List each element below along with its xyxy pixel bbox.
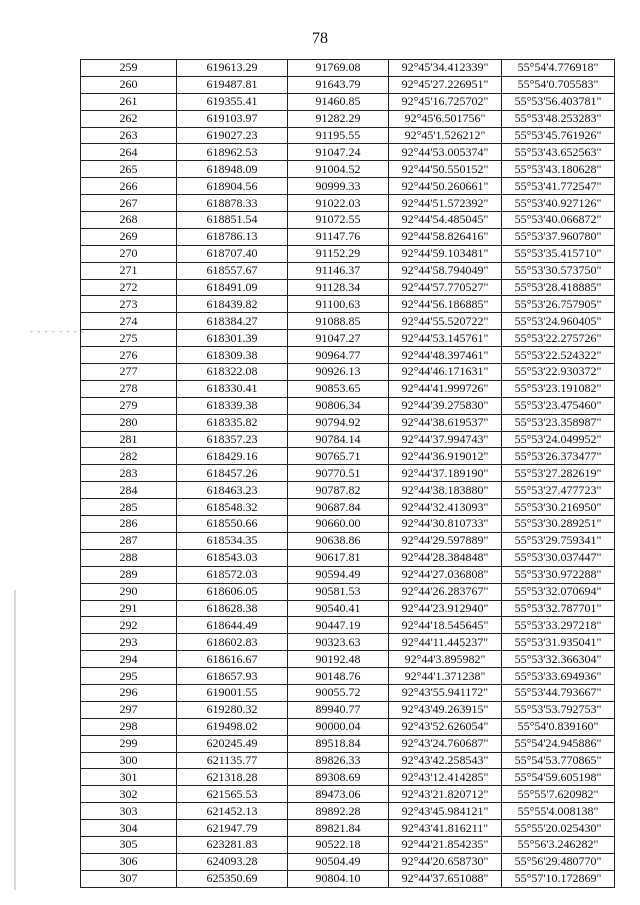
point-number-cell: 300 bbox=[81, 752, 177, 769]
latitude-cell: 55°53'30.972288" bbox=[502, 566, 615, 583]
x-coordinate-cell: 618384.27 bbox=[177, 313, 288, 330]
latitude-cell: 55°53'22.275726" bbox=[502, 330, 615, 347]
y-coordinate-cell: 90000.04 bbox=[288, 718, 389, 735]
point-number-cell: 262 bbox=[81, 110, 177, 127]
x-coordinate-cell: 618644.49 bbox=[177, 617, 288, 634]
point-number-cell: 272 bbox=[81, 279, 177, 296]
y-coordinate-cell: 89821.84 bbox=[288, 820, 389, 837]
x-coordinate-cell: 619027.23 bbox=[177, 127, 288, 144]
longitude-cell: 92°43'42.258543" bbox=[389, 752, 502, 769]
point-number-cell: 306 bbox=[81, 853, 177, 870]
x-coordinate-cell: 624093.28 bbox=[177, 853, 288, 870]
table-row bbox=[81, 769, 615, 786]
y-coordinate-cell: 91152.29 bbox=[288, 245, 389, 262]
y-coordinate-cell: 90522.18 bbox=[288, 836, 389, 853]
longitude-cell: 92°44'28.384848" bbox=[389, 549, 502, 566]
latitude-cell: 55°53'44.793667" bbox=[502, 684, 615, 701]
table-row bbox=[81, 431, 615, 448]
y-coordinate-cell: 91769.08 bbox=[288, 60, 389, 77]
point-number-cell: 270 bbox=[81, 245, 177, 262]
y-coordinate-cell: 90765.71 bbox=[288, 448, 389, 465]
latitude-cell: 55°53'37.960780" bbox=[502, 228, 615, 245]
y-coordinate-cell: 90540.41 bbox=[288, 600, 389, 617]
y-coordinate-cell: 91146.37 bbox=[288, 262, 389, 279]
table-row bbox=[81, 212, 615, 229]
y-coordinate-cell: 90804.10 bbox=[288, 870, 389, 887]
y-coordinate-cell: 90999.33 bbox=[288, 178, 389, 195]
y-coordinate-cell: 90794.92 bbox=[288, 414, 389, 431]
longitude-cell: 92°44'1.371238" bbox=[389, 668, 502, 685]
point-number-cell: 261 bbox=[81, 93, 177, 110]
point-number-cell: 297 bbox=[81, 701, 177, 718]
table-row bbox=[81, 313, 615, 330]
longitude-cell: 92°44'58.826416" bbox=[389, 228, 502, 245]
y-coordinate-cell: 90447.19 bbox=[288, 617, 389, 634]
longitude-cell: 92°45'34.412339" bbox=[389, 60, 502, 77]
table-row bbox=[81, 245, 615, 262]
longitude-cell: 92°44'51.572392" bbox=[389, 195, 502, 212]
latitude-cell: 55°53'26.373477" bbox=[502, 448, 615, 465]
latitude-cell: 55°53'43.180628" bbox=[502, 161, 615, 178]
point-number-cell: 286 bbox=[81, 516, 177, 533]
y-coordinate-cell: 90055.72 bbox=[288, 684, 389, 701]
point-number-cell: 269 bbox=[81, 228, 177, 245]
longitude-cell: 92°44'27.036808" bbox=[389, 566, 502, 583]
longitude-cell: 92°44'18.545645" bbox=[389, 617, 502, 634]
latitude-cell: 55°55'4.008138" bbox=[502, 803, 615, 820]
table-row bbox=[81, 668, 615, 685]
longitude-cell: 92°44'50.260661" bbox=[389, 178, 502, 195]
y-coordinate-cell: 91195.55 bbox=[288, 127, 389, 144]
point-number-cell: 268 bbox=[81, 212, 177, 229]
x-coordinate-cell: 619487.81 bbox=[177, 76, 288, 93]
x-coordinate-cell: 623281.83 bbox=[177, 836, 288, 853]
latitude-cell: 55°53'35.415710" bbox=[502, 245, 615, 262]
latitude-cell: 55°53'33.297218" bbox=[502, 617, 615, 634]
table-row bbox=[81, 380, 615, 397]
point-number-cell: 274 bbox=[81, 313, 177, 330]
x-coordinate-cell: 618851.54 bbox=[177, 212, 288, 229]
y-coordinate-cell: 89892.28 bbox=[288, 803, 389, 820]
y-coordinate-cell: 91088.85 bbox=[288, 313, 389, 330]
table-row bbox=[81, 820, 615, 837]
table-row bbox=[81, 482, 615, 499]
table-row bbox=[81, 110, 615, 127]
point-number-cell: 271 bbox=[81, 262, 177, 279]
x-coordinate-cell: 619498.02 bbox=[177, 718, 288, 735]
table-row bbox=[81, 499, 615, 516]
point-number-cell: 294 bbox=[81, 651, 177, 668]
latitude-cell: 55°54'53.770865" bbox=[502, 752, 615, 769]
latitude-cell: 55°53'22.930372" bbox=[502, 364, 615, 381]
latitude-cell: 55°56'29.480770" bbox=[502, 853, 615, 870]
x-coordinate-cell: 618301.39 bbox=[177, 330, 288, 347]
point-number-cell: 302 bbox=[81, 786, 177, 803]
table-row bbox=[81, 262, 615, 279]
latitude-cell: 55°54'24.945886" bbox=[502, 735, 615, 752]
table-row bbox=[81, 397, 615, 414]
latitude-cell: 55°53'28.418885" bbox=[502, 279, 615, 296]
x-coordinate-cell: 621565.53 bbox=[177, 786, 288, 803]
x-coordinate-cell: 618491.09 bbox=[177, 279, 288, 296]
longitude-cell: 92°44'39.275830" bbox=[389, 397, 502, 414]
y-coordinate-cell: 90784.14 bbox=[288, 431, 389, 448]
table-row bbox=[81, 786, 615, 803]
y-coordinate-cell: 89518.84 bbox=[288, 735, 389, 752]
table-row bbox=[81, 279, 615, 296]
latitude-cell: 55°53'27.477723" bbox=[502, 482, 615, 499]
x-coordinate-cell: 618550.66 bbox=[177, 516, 288, 533]
x-coordinate-cell: 618429.16 bbox=[177, 448, 288, 465]
longitude-cell: 92°44'37.651088" bbox=[389, 870, 502, 887]
y-coordinate-cell: 90964.77 bbox=[288, 347, 389, 364]
longitude-cell: 92°45'27.226951" bbox=[389, 76, 502, 93]
y-coordinate-cell: 90323.63 bbox=[288, 634, 389, 651]
y-coordinate-cell: 91460.85 bbox=[288, 93, 389, 110]
table-row bbox=[81, 836, 615, 853]
point-number-cell: 266 bbox=[81, 178, 177, 195]
x-coordinate-cell: 618534.35 bbox=[177, 532, 288, 549]
x-coordinate-cell: 618548.32 bbox=[177, 499, 288, 516]
point-number-cell: 301 bbox=[81, 769, 177, 786]
longitude-cell: 92°44'46.171631" bbox=[389, 364, 502, 381]
x-coordinate-cell: 625350.69 bbox=[177, 870, 288, 887]
table-row bbox=[81, 718, 615, 735]
latitude-cell: 55°54'59.605198" bbox=[502, 769, 615, 786]
x-coordinate-cell: 619103.97 bbox=[177, 110, 288, 127]
table-row bbox=[81, 76, 615, 93]
y-coordinate-cell: 89308.69 bbox=[288, 769, 389, 786]
point-number-cell: 289 bbox=[81, 566, 177, 583]
x-coordinate-cell: 618616.67 bbox=[177, 651, 288, 668]
y-coordinate-cell: 91282.29 bbox=[288, 110, 389, 127]
y-coordinate-cell: 91072.55 bbox=[288, 212, 389, 229]
longitude-cell: 92°44'38.183880" bbox=[389, 482, 502, 499]
longitude-cell: 92°44'29.597889" bbox=[389, 532, 502, 549]
x-coordinate-cell: 620245.49 bbox=[177, 735, 288, 752]
y-coordinate-cell: 90770.51 bbox=[288, 465, 389, 482]
latitude-cell: 55°56'3.246282" bbox=[502, 836, 615, 853]
latitude-cell: 55°53'53.792753" bbox=[502, 701, 615, 718]
x-coordinate-cell: 618878.33 bbox=[177, 195, 288, 212]
latitude-cell: 55°53'27.282619" bbox=[502, 465, 615, 482]
point-number-cell: 298 bbox=[81, 718, 177, 735]
x-coordinate-cell: 621947.79 bbox=[177, 820, 288, 837]
x-coordinate-cell: 618948.09 bbox=[177, 161, 288, 178]
latitude-cell: 55°53'32.070694" bbox=[502, 583, 615, 600]
longitude-cell: 92°44'57.770527" bbox=[389, 279, 502, 296]
point-number-cell: 259 bbox=[81, 60, 177, 77]
longitude-cell: 92°44'32.413093" bbox=[389, 499, 502, 516]
x-coordinate-cell: 618904.56 bbox=[177, 178, 288, 195]
x-coordinate-cell: 619613.29 bbox=[177, 60, 288, 77]
latitude-cell: 55°57'10.172869" bbox=[502, 870, 615, 887]
point-number-cell: 282 bbox=[81, 448, 177, 465]
longitude-cell: 92°44'55.520722" bbox=[389, 313, 502, 330]
latitude-cell: 55°53'29.759341" bbox=[502, 532, 615, 549]
table-row bbox=[81, 532, 615, 549]
x-coordinate-cell: 618628.38 bbox=[177, 600, 288, 617]
longitude-cell: 92°44'56.186885" bbox=[389, 296, 502, 313]
latitude-cell: 55°53'41.772547" bbox=[502, 178, 615, 195]
longitude-cell: 92°43'21.820712" bbox=[389, 786, 502, 803]
table-row bbox=[81, 60, 615, 77]
coordinates-table-body bbox=[81, 60, 615, 888]
longitude-cell: 92°43'55.941172" bbox=[389, 684, 502, 701]
x-coordinate-cell: 621135.77 bbox=[177, 752, 288, 769]
x-coordinate-cell: 618339.38 bbox=[177, 397, 288, 414]
longitude-cell: 92°44'21.854235" bbox=[389, 836, 502, 853]
latitude-cell: 55°53'32.366304" bbox=[502, 651, 615, 668]
x-coordinate-cell: 618543.03 bbox=[177, 549, 288, 566]
y-coordinate-cell: 90660.00 bbox=[288, 516, 389, 533]
point-number-cell: 296 bbox=[81, 684, 177, 701]
longitude-cell: 92°45'1.526212" bbox=[389, 127, 502, 144]
point-number-cell: 264 bbox=[81, 144, 177, 161]
longitude-cell: 92°43'12.414285" bbox=[389, 769, 502, 786]
y-coordinate-cell: 91100.63 bbox=[288, 296, 389, 313]
y-coordinate-cell: 90581.53 bbox=[288, 583, 389, 600]
latitude-cell: 55°54'4.776918" bbox=[502, 60, 615, 77]
latitude-cell: 55°54'0.705583" bbox=[502, 76, 615, 93]
x-coordinate-cell: 618309.38 bbox=[177, 347, 288, 364]
point-number-cell: 293 bbox=[81, 634, 177, 651]
latitude-cell: 55°53'56.403781" bbox=[502, 93, 615, 110]
y-coordinate-cell: 90638.86 bbox=[288, 532, 389, 549]
point-number-cell: 307 bbox=[81, 870, 177, 887]
latitude-cell: 55°54'0.839160" bbox=[502, 718, 615, 735]
latitude-cell: 55°53'30.216950" bbox=[502, 499, 615, 516]
x-coordinate-cell: 618557.67 bbox=[177, 262, 288, 279]
y-coordinate-cell: 90504.49 bbox=[288, 853, 389, 870]
table-row bbox=[81, 870, 615, 887]
longitude-cell: 92°44'41.999726" bbox=[389, 380, 502, 397]
x-coordinate-cell: 618962.53 bbox=[177, 144, 288, 161]
latitude-cell: 55°53'26.757905" bbox=[502, 296, 615, 313]
x-coordinate-cell: 621452.13 bbox=[177, 803, 288, 820]
point-number-cell: 295 bbox=[81, 668, 177, 685]
latitude-cell: 55°53'24.960405" bbox=[502, 313, 615, 330]
point-number-cell: 292 bbox=[81, 617, 177, 634]
table-row bbox=[81, 701, 615, 718]
table-row bbox=[81, 347, 615, 364]
table-row bbox=[81, 634, 615, 651]
longitude-cell: 92°44'48.397461" bbox=[389, 347, 502, 364]
longitude-cell: 92°44'50.550152" bbox=[389, 161, 502, 178]
point-number-cell: 291 bbox=[81, 600, 177, 617]
latitude-cell: 55°55'20.025430" bbox=[502, 820, 615, 837]
y-coordinate-cell: 91047.24 bbox=[288, 144, 389, 161]
longitude-cell: 92°44'37.994743" bbox=[389, 431, 502, 448]
y-coordinate-cell: 90787.82 bbox=[288, 482, 389, 499]
point-number-cell: 273 bbox=[81, 296, 177, 313]
point-number-cell: 275 bbox=[81, 330, 177, 347]
y-coordinate-cell: 89940.77 bbox=[288, 701, 389, 718]
point-number-cell: 267 bbox=[81, 195, 177, 212]
y-coordinate-cell: 91147.76 bbox=[288, 228, 389, 245]
longitude-cell: 92°44'53.005374" bbox=[389, 144, 502, 161]
longitude-cell: 92°44'58.794049" bbox=[389, 262, 502, 279]
latitude-cell: 55°53'23.191082" bbox=[502, 380, 615, 397]
table-row bbox=[81, 735, 615, 752]
point-number-cell: 265 bbox=[81, 161, 177, 178]
y-coordinate-cell: 90687.84 bbox=[288, 499, 389, 516]
table-row bbox=[81, 651, 615, 668]
point-number-cell: 299 bbox=[81, 735, 177, 752]
longitude-cell: 92°45'6.501756" bbox=[389, 110, 502, 127]
x-coordinate-cell: 618606.05 bbox=[177, 583, 288, 600]
x-coordinate-cell: 618335.82 bbox=[177, 414, 288, 431]
x-coordinate-cell: 619355.41 bbox=[177, 93, 288, 110]
table-row bbox=[81, 127, 615, 144]
table-row bbox=[81, 330, 615, 347]
longitude-cell: 92°44'36.919012" bbox=[389, 448, 502, 465]
table-row bbox=[81, 364, 615, 381]
point-number-cell: 260 bbox=[81, 76, 177, 93]
latitude-cell: 55°53'48.253283" bbox=[502, 110, 615, 127]
y-coordinate-cell: 91022.03 bbox=[288, 195, 389, 212]
x-coordinate-cell: 618572.03 bbox=[177, 566, 288, 583]
x-coordinate-cell: 621318.28 bbox=[177, 769, 288, 786]
latitude-cell: 55°53'40.066872" bbox=[502, 212, 615, 229]
longitude-cell: 92°44'26.283767" bbox=[389, 583, 502, 600]
x-coordinate-cell: 618457.26 bbox=[177, 465, 288, 482]
coordinates-table bbox=[80, 59, 615, 888]
page-number: 78 bbox=[312, 30, 328, 47]
longitude-cell: 92°43'45.984121" bbox=[389, 803, 502, 820]
point-number-cell: 287 bbox=[81, 532, 177, 549]
x-coordinate-cell: 618657.93 bbox=[177, 668, 288, 685]
point-number-cell: 303 bbox=[81, 803, 177, 820]
table-row bbox=[81, 566, 615, 583]
scan-edge-line bbox=[14, 590, 16, 890]
y-coordinate-cell: 90806.34 bbox=[288, 397, 389, 414]
longitude-cell: 92°44'23.912940" bbox=[389, 600, 502, 617]
table-row bbox=[81, 803, 615, 820]
table-row bbox=[81, 617, 615, 634]
y-coordinate-cell: 89826.33 bbox=[288, 752, 389, 769]
point-number-cell: 304 bbox=[81, 820, 177, 837]
table-row bbox=[81, 752, 615, 769]
longitude-cell: 92°43'52.626054" bbox=[389, 718, 502, 735]
point-number-cell: 281 bbox=[81, 431, 177, 448]
longitude-cell: 92°44'53.145761" bbox=[389, 330, 502, 347]
longitude-cell: 92°44'30.810733" bbox=[389, 516, 502, 533]
y-coordinate-cell: 90853.65 bbox=[288, 380, 389, 397]
point-number-cell: 276 bbox=[81, 347, 177, 364]
longitude-cell: 92°45'16.725702" bbox=[389, 93, 502, 110]
longitude-cell: 92°43'49.263915" bbox=[389, 701, 502, 718]
latitude-cell: 55°53'45.761926" bbox=[502, 127, 615, 144]
y-coordinate-cell: 91047.27 bbox=[288, 330, 389, 347]
table-row bbox=[81, 93, 615, 110]
point-number-cell: 263 bbox=[81, 127, 177, 144]
table-row bbox=[81, 516, 615, 533]
y-coordinate-cell: 90617.81 bbox=[288, 549, 389, 566]
x-coordinate-cell: 618707.40 bbox=[177, 245, 288, 262]
latitude-cell: 55°55'7.620982" bbox=[502, 786, 615, 803]
y-coordinate-cell: 90926.13 bbox=[288, 364, 389, 381]
table-row bbox=[81, 684, 615, 701]
y-coordinate-cell: 91643.79 bbox=[288, 76, 389, 93]
point-number-cell: 285 bbox=[81, 499, 177, 516]
x-coordinate-cell: 618463.23 bbox=[177, 482, 288, 499]
latitude-cell: 55°53'24.049952" bbox=[502, 431, 615, 448]
latitude-cell: 55°53'30.573750" bbox=[502, 262, 615, 279]
table-row bbox=[81, 296, 615, 313]
y-coordinate-cell: 90148.76 bbox=[288, 668, 389, 685]
latitude-cell: 55°53'30.289251" bbox=[502, 516, 615, 533]
x-coordinate-cell: 618439.82 bbox=[177, 296, 288, 313]
y-coordinate-cell: 90594.49 bbox=[288, 566, 389, 583]
latitude-cell: 55°53'31.935041" bbox=[502, 634, 615, 651]
longitude-cell: 92°43'41.816211" bbox=[389, 820, 502, 837]
table-row bbox=[81, 853, 615, 870]
latitude-cell: 55°53'33.694936" bbox=[502, 668, 615, 685]
x-coordinate-cell: 618357.23 bbox=[177, 431, 288, 448]
longitude-cell: 92°44'59.103481" bbox=[389, 245, 502, 262]
y-coordinate-cell: 90192.48 bbox=[288, 651, 389, 668]
point-number-cell: 283 bbox=[81, 465, 177, 482]
point-number-cell: 277 bbox=[81, 364, 177, 381]
longitude-cell: 92°44'37.189190" bbox=[389, 465, 502, 482]
table-row bbox=[81, 178, 615, 195]
longitude-cell: 92°44'54.485045" bbox=[389, 212, 502, 229]
y-coordinate-cell: 89473.06 bbox=[288, 786, 389, 803]
table-row bbox=[81, 448, 615, 465]
latitude-cell: 55°53'23.358987" bbox=[502, 414, 615, 431]
y-coordinate-cell: 91128.34 bbox=[288, 279, 389, 296]
y-coordinate-cell: 91004.52 bbox=[288, 161, 389, 178]
x-coordinate-cell: 619280.32 bbox=[177, 701, 288, 718]
point-number-cell: 279 bbox=[81, 397, 177, 414]
point-number-cell: 278 bbox=[81, 380, 177, 397]
x-coordinate-cell: 618602.83 bbox=[177, 634, 288, 651]
table-row bbox=[81, 144, 615, 161]
table-row bbox=[81, 465, 615, 482]
latitude-cell: 55°53'40.927126" bbox=[502, 195, 615, 212]
point-number-cell: 280 bbox=[81, 414, 177, 431]
x-coordinate-cell: 618322.08 bbox=[177, 364, 288, 381]
latitude-cell: 55°53'30.037447" bbox=[502, 549, 615, 566]
table-row bbox=[81, 161, 615, 178]
latitude-cell: 55°53'43.652563" bbox=[502, 144, 615, 161]
point-number-cell: 288 bbox=[81, 549, 177, 566]
table-row bbox=[81, 414, 615, 431]
point-number-cell: 284 bbox=[81, 482, 177, 499]
point-number-cell: 290 bbox=[81, 583, 177, 600]
longitude-cell: 92°44'3.895982" bbox=[389, 651, 502, 668]
table-row bbox=[81, 195, 615, 212]
table-row bbox=[81, 583, 615, 600]
latitude-cell: 55°53'22.524322" bbox=[502, 347, 615, 364]
longitude-cell: 92°44'38.619537" bbox=[389, 414, 502, 431]
table-row bbox=[81, 228, 615, 245]
longitude-cell: 92°44'11.445237" bbox=[389, 634, 502, 651]
table-row bbox=[81, 600, 615, 617]
latitude-cell: 55°53'23.475460" bbox=[502, 397, 615, 414]
x-coordinate-cell: 618786.13 bbox=[177, 228, 288, 245]
point-number-cell: 305 bbox=[81, 836, 177, 853]
table-row bbox=[81, 549, 615, 566]
longitude-cell: 92°43'24.760687" bbox=[389, 735, 502, 752]
margin-mark: - - - - - - - - bbox=[30, 326, 85, 336]
x-coordinate-cell: 618330.41 bbox=[177, 380, 288, 397]
latitude-cell: 55°53'32.787701" bbox=[502, 600, 615, 617]
longitude-cell: 92°44'20.658730" bbox=[389, 853, 502, 870]
x-coordinate-cell: 619001.55 bbox=[177, 684, 288, 701]
